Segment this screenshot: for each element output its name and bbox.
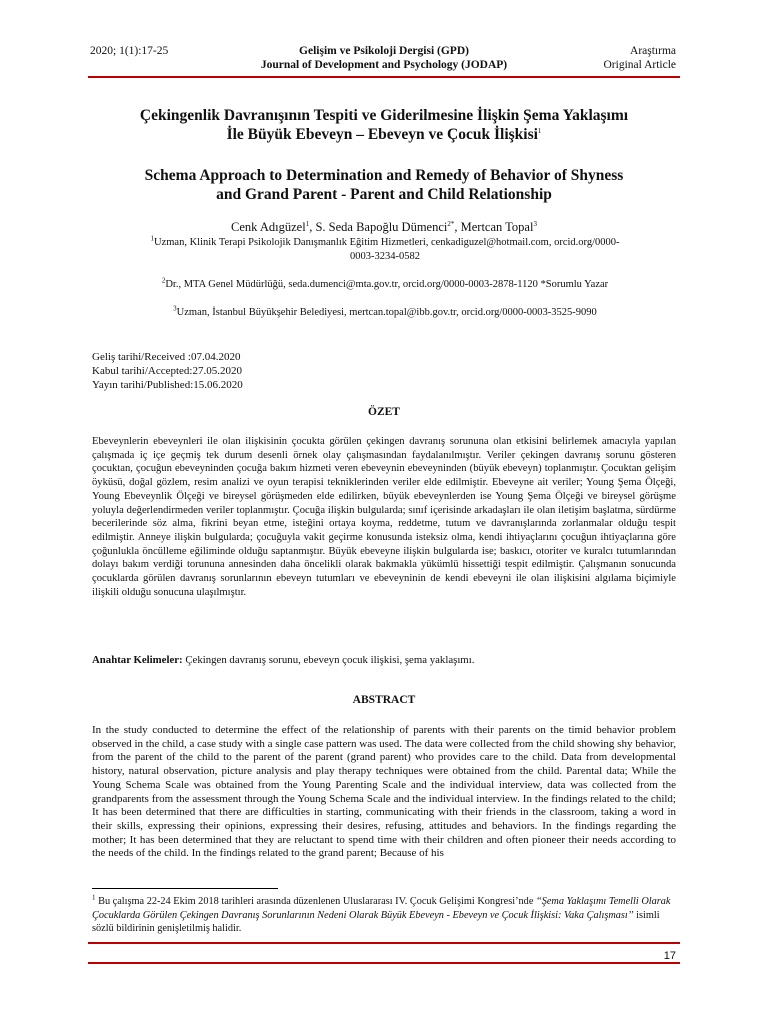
affiliation-3: $^3$Uzman, İstanbul Büyükşehir Belediyesi, mertcan.topal@ibb.gov.tr, orcid.org/0000-0003-3525-9090 [173,304,597,318]
title-turkish-line2: İle Büyük Ebeveyn – Ebeveyn ve Çocuk İlişkisi$^1$ [226,126,542,143]
header-journal [150,44,618,72]
title-english-line2: and Grand Parent - Parent and Child Relationship [216,186,552,203]
author-name: S. Seda Bapoğlu Dümenci [315,220,448,234]
title-english [88,166,680,204]
affiliation-2: $^2$Dr., MTA Genel Müdürlüğü, seda.dumenci@mta.gov.tr, orcid.org/0000-0003-2878-1120 *Sorumlu Yazar [161,276,609,290]
author-name: Cenk Adıgüzel [231,220,306,234]
article-type-tr: Araştırma [630,45,676,57]
title-turkish [88,106,680,144]
header-citation: 2020; 1(1):17-25 [90,45,169,57]
footer-rule-bottom [88,962,680,964]
journal-name-tr: Gelişim ve Psikoloji Dergisi (GPD) [299,45,469,57]
header-article-type [604,44,677,72]
article-dates [92,350,243,392]
page-number: 17 [663,950,676,962]
abstract-body: In the study conducted to determine the effect of the relationship of parents with their parents on the timid behavior problem observed in the child, a case study with a single case pattern was used. The data were collected from the child showing shy behavior, from the parent of the child to the parent of the parent (grand parent) who provides care to the child. Data from developmental history, natural observation, picture analysis and play therapy techniques were obtained from the child. Parental data; While the Young Schema Scale was obtained from the Young Parenting Scale and the individual interview, data was collected from the grandparents from the assessment through the Young Schema Scale and the individual interview. In the findings related to the child; It has been determined that there are difficulties in starting, communicating with their friends in the classroom, taking a word in their skills, expressing their opinions, expressing their desires, refusing, attitudes and behaviors. In the findings regarding the mother; It has been determined that they are reluctant to spend time with their children and often pioneer their needs according to the needs of the child. In the findings related to the grand parent; Because of his [92,724,677,860]
date-published: Yayın tarihi/Published:15.06.2020 [92,379,243,391]
abstract-heading: ABSTRACT [352,694,416,706]
article-type-en: Original Article [603,59,676,71]
title-english-line1: Schema Approach to Determination and Remedy of Behavior of Shyness [144,167,624,184]
ozet-body: Ebeveynlerin ebeveynleri ile olan ilişkisinin çocukta görülen çekingen davranış sorununa olan etkisini belirlemek amacıyla yapılan çalışmada iç içe geçmiş tek durum desenli örnek olay çalışmasından faydalanılmıştır. Veriler çekingen davranış sorunu gösteren çocuktan, çocuğun ebeveyninden çocuğa bakım hizmeti veren ebeveynin ebeveyninden (büyük ebeveyn) toplanmıştır. Çocuktan gelişim öyküsü, doğal gözlem, resim analizi ve oyun terapisi tekniklerinden veriler elde edilmiştir. Ebeveyne ait veriler; Young Şema Ölçeği, Young Ebeveynlik Ölçeği ve bireysel görüşmeden elde edilirken, büyük ebeveynlerden ise Young Şema Ölçeği ve bireysel görüşme yoluyla değerlendirmeden veriler toplanmıştır. Çocuğa ilişkin bulgularda; sınıf içerisinde arkadaşları ile olan iletişim başlatma, sürdürme becerilerinde söz alma, fikrini beyan etme, isteğini ortaya koyma, reddetme, tutum ve davranışlarında zorlanmalar olduğu tespit edilmiştir. Anneye ilişkin bulgularda; çocuğuyla vakit geçirme konusunda isteksiz olma, kendi ihtiyaçlarını çocuğun ihtiyaçlarına göre çoğunlukla öncülleme eğiliminde olduğu saptanmıştır. Büyük ebeveyne ilişkin bulgularda ise; baskıcı, otoriter ve kuralcı tutumlarından dolayı bakım verdiği torununa annesinden daha öncelikli olarak bakmakla yükümlü hissettiği tespit edilmiştir. Çalışmanın sonucunda çocuklarda görülen davranış sorunlarının ebeveyn tutumları ve ebeveyninin de kendi ebeveyni ile olan ilişkisini algılama biçimiyle ilişkili olduğu sonucuna ulaşılmıştır. [92,436,676,598]
keywords-label: Anahtar Kelimeler: [92,654,183,666]
footnote-separator [92,888,278,889]
footnote: $^1$ Bu çalışma 22-24 Ekim 2018 tarihleri arasında düzenlenen Uluslararası IV. Çocuk Gelişimi Kongresi’nde “Şema Yaklaşımı Temelli Olarak Çocuklarda Görülen Çekingen Davranış Sorunlarının Nedeni Olarak Büyük Ebeveyn - Ebeveyn ve Çocuk İlişkisi: Vaka Çalışması’’ isimli sözlü bildirinin genişletilmiş halidir. [92,893,671,934]
footnote-presentation-title: “Şema Yaklaşımı Temelli Olarak Çocuklarda Görülen Çekingen Davranış Sorunlarının Nedeni Olarak Büyük Ebeveyn - Ebeveyn ve Çocuk İlişkisi: Vaka Çalışması’’ [92,896,671,921]
affiliation-1: $^1$Uzman, Klinik Terapi Psikolojik Danışmanlık Eğitim Hizmetleri, cenkadiguzel@hotmail.com, orcid.org/0000- 0003-3234-0582 [150,234,620,262]
header-rule [88,76,680,78]
keywords [92,654,676,666]
author-list: Cenk Adıgüzel$^1$, S. Seda Bapoğlu Dümenci$^{2*}$, Mertcan Topal$^3$ [231,219,537,234]
keywords-text: Çekingen davranış sorunu, ebeveyn çocuk ilişkisi, şema yaklaşımı. [182,654,475,666]
date-accepted: Kabul tarihi/Accepted:27.05.2020 [92,365,242,377]
journal-name-en: Journal of Development and Psychology (JODAP) [260,59,508,71]
ozet-heading: ÖZET [368,406,400,418]
date-received: Geliş tarihi/Received :07.04.2020 [92,351,241,363]
title-turkish-line1: Çekingenlik Davranışının Tespiti ve Giderilmesine İlişkin Şema Yaklaşımı [139,107,629,124]
footer-rule-top [88,942,680,944]
author-name: Mertcan Topal [460,220,534,234]
